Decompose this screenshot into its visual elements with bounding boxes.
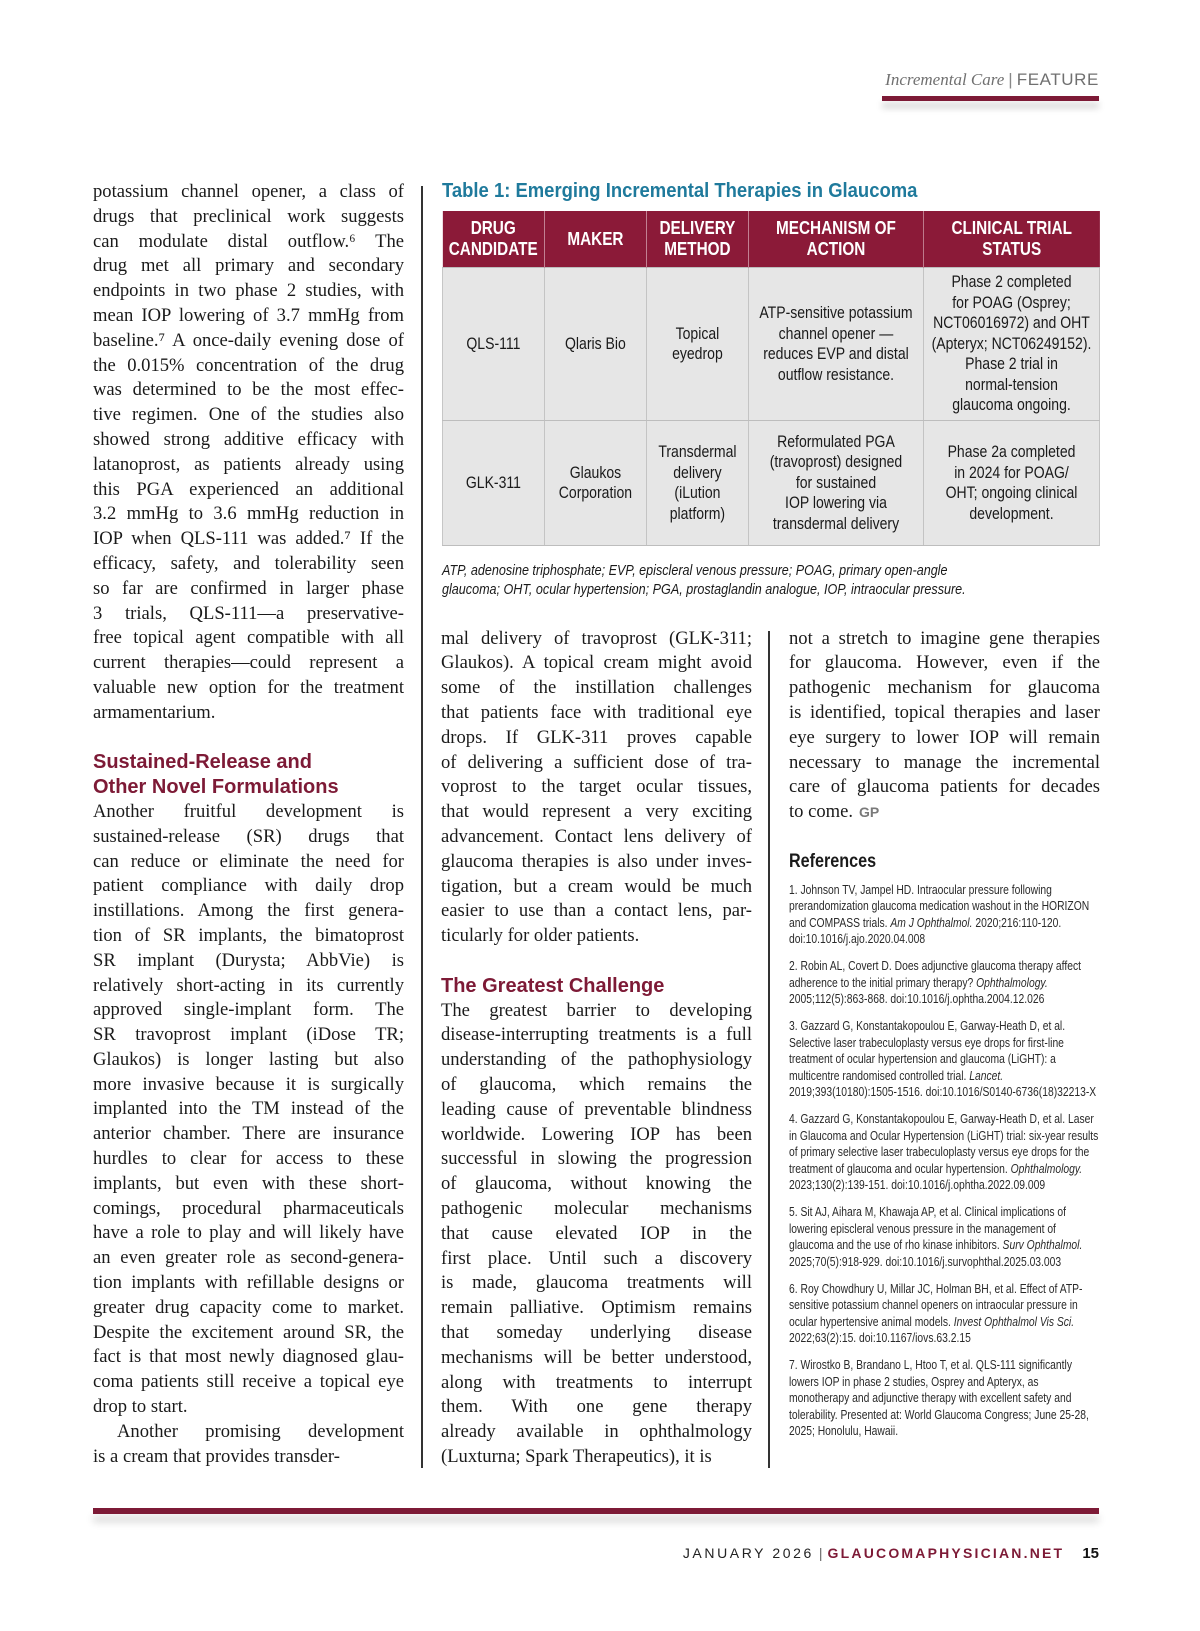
cell-line: normal-tension — [965, 375, 1058, 394]
gp-signoff: GP — [859, 804, 880, 821]
reference-item — [789, 1281, 1099, 1347]
body-text-line: worldwide. Lowering IOP has been — [441, 1123, 752, 1145]
caption-line: glaucoma; OHT, ocular hypertension; PGA, prostaglandin analogue, IOP, intraocular pressure. — [442, 582, 966, 598]
body-text-line: efficacy, safety, and tolerability seen — [93, 552, 404, 574]
reference-citation: 2025;70(5):918-929. doi:10.1016/j.survophthal.2025.03.003 — [789, 1254, 1062, 1269]
body-text-line: have a role to play and will likely have — [93, 1222, 404, 1244]
header-line: CLINICAL TRIAL — [951, 218, 1072, 238]
body-text-line: is a cream that provides transder- — [93, 1445, 340, 1467]
section-heading — [93, 750, 404, 800]
table-cell — [646, 421, 748, 546]
body-text-line: 3.2 mmHg to 3.6 mmHg reduction in — [93, 503, 404, 525]
reference-text: 5. Sit AJ, Aihara M, Khawaja AP, et al. Clinical implications of lowering episcleral venous pressure in the management of glaucoma and the use of rho kinase inhibitors. — [789, 1205, 1067, 1253]
reference-citation: 2005;112(5):863-868. doi:10.1016/j.ophtha.2004.12.026 — [789, 992, 1045, 1007]
table-title: Table 1: Emerging Incremental Therapies in Glaucoma — [442, 179, 918, 202]
article-column-2 — [441, 627, 752, 1470]
column-divider — [421, 186, 423, 1468]
cell-line: Phase 2a completed — [947, 443, 1076, 461]
column-header — [748, 211, 923, 268]
body-text-line: coma patients still receive a topical eye — [93, 1371, 404, 1393]
cell-line: glaucoma ongoing. — [952, 396, 1071, 415]
body-text-line: implants, but even with these short- — [93, 1172, 404, 1194]
body-text-line: some of the instillation challenges — [441, 677, 752, 699]
references-heading: References — [789, 850, 877, 872]
body-text-line: pathogenic mechanism for glaucoma — [789, 677, 1100, 699]
body-text-line: potassium channel opener, a class of — [93, 181, 404, 202]
body-text-line: The greatest barrier to developing — [441, 999, 752, 1021]
journal-name: Ophthalmology. — [976, 975, 1048, 990]
body-text-line: tive regimen. One of the studies also — [93, 404, 404, 426]
cell-line: for POAG (Osprey; — [952, 293, 1071, 312]
body-text-line: mal delivery of travoprost (GLK-311; — [441, 627, 752, 649]
cell-line: platform) — [669, 504, 726, 523]
body-text-line: 3 trials, QLS-111—a preservative- — [93, 602, 404, 624]
cell-line: (Apteryx; NCT06249152). — [931, 334, 1092, 353]
body-text-line: easier to use than a contact lens, par- — [441, 900, 752, 922]
header-line: ACTION — [806, 239, 866, 259]
cell-line: QLS-111 — [466, 334, 521, 353]
section-heading — [441, 974, 752, 999]
body-text-line: for glaucoma. However, even if the — [789, 652, 1100, 674]
reference-item — [789, 1018, 1099, 1101]
body-text-line: understanding of the pathophysiology — [441, 1049, 752, 1071]
reference-item — [789, 1111, 1099, 1194]
body-text-line: tion implants with refillable designs or — [93, 1272, 404, 1294]
reference-citation: 2023;130(2):139-151. doi:10.1016/j.ophtha.2022.09.009 — [789, 1178, 1046, 1193]
body-text-line: Glaukos). A topical cream might avoid — [441, 652, 752, 674]
paragraph — [93, 800, 404, 1420]
cell-line: Topical — [675, 324, 720, 343]
body-text-line: fact is that most newly diagnosed glau- — [93, 1346, 404, 1368]
header-rule — [882, 96, 1099, 101]
body-text-line: can reduce or eliminate the need for — [93, 850, 404, 872]
body-text-line: endpoints in two phase 2 studies, with — [93, 280, 404, 302]
body-text-line: anterior chamber. There are insurance — [93, 1123, 404, 1145]
body-text-line: that cause elevated IOP in the — [441, 1222, 752, 1244]
header-line: MAKER — [567, 228, 624, 249]
reference-text: 3. Gazzard G, Konstantakopoulou E, Garway-Heath D, et al. Selective laser trabeculoplasty versus eye drops for first-line treatment of ocular hypertension and glaucoma (LiGHT): a multicentre randomised controlled trial. — [789, 1019, 1066, 1083]
body-text-line: voprost to the target ocular tissues, — [441, 776, 752, 798]
table-cell — [924, 421, 1100, 546]
body-text-line: approved single-implant form. The — [93, 999, 404, 1021]
body-text-line: sustained-release (SR) drugs that — [93, 825, 404, 847]
paragraph — [441, 999, 752, 1470]
table-row — [442, 421, 1099, 546]
cell-line: GLK-311 — [465, 473, 521, 492]
page-footer — [683, 1545, 1099, 1562]
cell-line: outflow resistance. — [777, 365, 895, 384]
closing-text: to come. — [789, 801, 854, 823]
body-text-line: implanted into the TM instead of the — [93, 1098, 404, 1120]
table-cell — [544, 268, 646, 421]
cell-line: Reformulated PGA — [777, 432, 895, 451]
section-heading-line: The Greatest Challenge — [441, 974, 665, 997]
body-text-line: comings, procedural pharmaceuticals — [93, 1197, 404, 1219]
cell-line: development. — [969, 504, 1054, 523]
body-text-line: that patients face with traditional eye — [441, 701, 752, 723]
caption-line: ATP, adenosine triphosphate; EVP, episcleral venous pressure; POAG, primary open-angle — [442, 563, 948, 579]
reference-citation: 2019;393(10180):1505-1516. doi:10.1016/S0140-6736(18)32213-X — [789, 1085, 1097, 1100]
issue-date: JANUARY 2026 — [682, 1545, 814, 1561]
body-text-line: valuable new option for the treatment — [93, 676, 404, 698]
body-text-line: latanoprost, as patients already using — [93, 453, 404, 475]
body-text-line: Another fruitful development is — [93, 800, 404, 822]
footer-separator: | — [818, 1545, 823, 1561]
reference-text: 2. Robin AL, Covert D. Does adjunctive glaucoma therapy affect adherence to the initial primary therapy? — [789, 959, 1081, 990]
body-text-line: glaucoma therapies is also under inves- — [441, 850, 752, 872]
section-heading-line: Sustained-Release and — [93, 751, 312, 774]
reference-citation: 2020;216:110-120. doi:10.1016/j.ajo.2020.04.008 — [789, 915, 1062, 947]
table-caption — [442, 562, 1099, 600]
cell-line: reduces EVP and distal — [763, 345, 909, 363]
body-text-line: Another promising development — [117, 1420, 404, 1442]
header-line: STATUS — [982, 239, 1042, 259]
paragraph — [93, 180, 404, 726]
column-divider — [768, 631, 770, 1468]
column-header — [646, 211, 748, 268]
body-text-line: this PGA experienced an additional — [93, 478, 404, 500]
body-text-line: mechanisms will be better understood, — [441, 1346, 752, 1368]
reference-item — [789, 1357, 1099, 1440]
header-line: MECHANISM OF — [776, 218, 896, 238]
cell-line: Corporation — [558, 484, 633, 502]
body-text-line: showed strong additive efficacy with — [93, 428, 404, 450]
column-header — [442, 211, 544, 268]
body-text-line: greater drug capacity come to market. — [93, 1296, 404, 1318]
reference-citation: 2022;63(2):15. doi:10.1167/iovs.63.2.15 — [789, 1331, 971, 1346]
section-label: FEATURE — [1016, 70, 1099, 89]
header-line: DELIVERY — [659, 218, 736, 238]
running-head — [885, 70, 1099, 90]
cell-line: for sustained — [795, 473, 877, 492]
reference-text: 4. Gazzard G, Konstantakopoulou E, Garway-Heath D, et al. Laser in Glaucoma and Ocular Hypertension (LiGHT) trial: six-year results of primary selective laser trabeculoplasty versus eye drops for the treatment of glaucoma and ocular hypertension. — [789, 1112, 1099, 1176]
body-text-line: remain palliative. Optimism remains — [441, 1297, 752, 1319]
table-cell — [924, 268, 1100, 421]
column-header — [924, 211, 1100, 268]
cell-line: in 2024 for POAG/ — [954, 463, 1069, 482]
therapies-table — [442, 211, 1099, 546]
section-heading-line: Other Novel Formulations — [93, 776, 339, 799]
article-column-3 — [789, 627, 1100, 1451]
body-text-line: of glaucoma, without knowing the — [441, 1173, 752, 1195]
body-text-line: of delivering a sufficient dose of tra- — [441, 751, 752, 773]
body-text-line — [789, 800, 1100, 825]
body-text-line: first place. Until such a discovery — [441, 1247, 752, 1269]
body-text-line: relatively short-acting in its currently — [93, 974, 404, 996]
journal-name: Surv Ophthalmol. — [1002, 1238, 1083, 1253]
body-text-line: instillations. Among the first genera- — [93, 900, 404, 922]
table-header-row — [442, 211, 1099, 268]
body-text-line: is made, glaucoma treatments will — [441, 1272, 752, 1294]
paragraph — [789, 627, 1100, 801]
footer-rule — [93, 1508, 1099, 1514]
body-text-line: free topical agent compatible with all — [93, 627, 404, 649]
body-text-line: SR implant (Durysta; AbbVie) is — [93, 949, 404, 971]
body-text-line: hurdles to clear for access to these — [93, 1148, 404, 1170]
cell-line: OHT; ongoing clinical — [945, 484, 1078, 502]
references-list — [789, 882, 1099, 1440]
body-text-line: was determined to be the most effec- — [93, 379, 404, 401]
body-text-line: baseline.⁷ A once-daily evening dose of — [93, 329, 404, 351]
body-text-line: along with treatments to interrupt — [441, 1371, 752, 1393]
cell-line: NCT06016972) and OHT — [933, 314, 1090, 333]
body-text-line: them. With one gene therapy — [441, 1396, 752, 1418]
paragraph — [441, 627, 752, 949]
cell-line: Transdermal — [658, 443, 737, 461]
table-cell — [748, 268, 923, 421]
journal-name: Lancet. — [969, 1068, 1004, 1083]
body-text-line: eye surgery to lower IOP will remain — [789, 726, 1100, 748]
header-line: DRUG — [470, 218, 516, 238]
reference-item — [789, 958, 1099, 1008]
body-text-line: the 0.015% concentration of the drug — [93, 354, 404, 376]
cell-line: channel opener — — [778, 324, 894, 343]
cell-line: (travoprost) designed — [769, 453, 903, 472]
body-text-line: that someday underlying disease — [441, 1321, 752, 1343]
reference-item — [789, 882, 1099, 948]
cell-line: IOP lowering via — [785, 494, 887, 513]
body-text-line: leading cause of preventable blindness — [441, 1098, 752, 1120]
website-link[interactable]: GLAUCOMAPHYSICIAN.NET — [827, 1545, 1065, 1561]
cell-line: transdermal delivery — [772, 514, 900, 533]
body-text-line: is identified, topical therapies and laser — [789, 701, 1100, 723]
body-text-line: SR travoprost implant (iDose TR; — [93, 1024, 404, 1046]
body-text-line: ticularly for older patients. — [441, 925, 640, 947]
body-text-line: Glaukos) is longer lasting but also — [93, 1048, 404, 1070]
table-cell — [748, 421, 923, 546]
table-cell — [442, 268, 544, 421]
table-row — [442, 268, 1099, 421]
table-cell — [646, 268, 748, 421]
body-text-line: necessary to manage the incremental — [789, 751, 1100, 773]
cell-line: Phase 2 completed — [951, 273, 1072, 292]
body-text-line: IOP when QLS-111 was added.⁷ If the — [93, 528, 404, 550]
reference-text: 1. Johnson TV, Jampel HD. Intraocular pressure following prerandomization glaucoma medication washout in the HORIZON and COMPASS trials. — [789, 882, 1090, 930]
cell-line: Qlaris Bio — [565, 334, 626, 353]
body-text-line: armamentarium. — [93, 701, 216, 723]
body-text-line: an even greater role as second-genera- — [93, 1247, 404, 1269]
body-text-line: drop to start. — [93, 1396, 188, 1418]
header-line: METHOD — [664, 239, 731, 259]
reference-text: 7. Wirostko B, Brandano L, Htoo T, et al. QLS-111 significantly lowers IOP in phase 2 studies, Osprey and Apteryx, as monotherapy and adjunctive therapy with excellent safety and tolerability. Presented at: World Glaucoma Congress; June 25-28, 2025; Honolulu, Hawaii. — [789, 1358, 1089, 1439]
journal-name: Am J Ophthalmol. — [890, 915, 973, 930]
cell-line: ATP-sensitive potassium — [759, 304, 913, 322]
journal-name: Invest Ophthalmol Vis Sci. — [953, 1314, 1075, 1329]
section-name: Incremental Care — [885, 70, 1005, 89]
body-text-line: (Luxturna; Spark Therapeutics), it is — [441, 1445, 712, 1467]
header-separator: | — [1008, 70, 1013, 89]
body-text-line: tigation, but a cream would be much — [441, 875, 752, 897]
cell-line: delivery — [673, 463, 722, 482]
body-text-line: that would represent a very exciting — [441, 801, 752, 823]
body-text-line: so far are confirmed in larger phase — [93, 577, 404, 599]
body-text-line: advancement. Contact lens delivery of — [441, 825, 752, 847]
body-text-line: can modulate distal outflow.⁶ The — [93, 230, 404, 252]
cell-line: eyedrop — [672, 345, 723, 363]
cell-line: Glaukos — [569, 463, 622, 482]
body-text-line: Despite the excitement around SR, the — [93, 1321, 404, 1343]
body-text-line: of glaucoma, which remains the — [441, 1073, 752, 1095]
body-text-line: care of glaucoma patients for decades — [789, 776, 1100, 798]
header-line: CANDIDATE — [448, 239, 538, 259]
journal-name: Ophthalmology. — [1010, 1161, 1083, 1176]
body-text-line: mean IOP lowering of 3.7 mmHg from — [93, 304, 404, 326]
body-text-line: current therapies—could represent a — [93, 652, 404, 674]
body-text-line: pathogenic molecular mechanisms — [441, 1197, 752, 1219]
body-text-line: already available in ophthalmology — [441, 1421, 752, 1443]
paragraph — [93, 1420, 404, 1470]
body-text-line: drug met all primary and secondary — [93, 255, 404, 277]
cell-line: Phase 2 trial in — [965, 355, 1058, 374]
article-column-1 — [93, 180, 404, 1469]
body-text-line: more invasive because it is surgically — [93, 1073, 404, 1095]
body-text-line: successful in slowing the progression — [441, 1148, 752, 1170]
table-cell — [544, 421, 646, 546]
body-text-line: tion of SR implants, the bimatoprost — [93, 924, 404, 946]
body-text-line: drops. If GLK-311 proves capable — [441, 726, 752, 748]
page-number: 15 — [1082, 1545, 1099, 1562]
body-text-line: drugs that preclinical work suggests — [93, 205, 404, 227]
column-header — [544, 211, 646, 268]
reference-item — [789, 1204, 1099, 1270]
table-cell — [442, 421, 544, 546]
cell-line: (iLution — [674, 484, 721, 502]
body-text-line: not a stretch to imagine gene therapies — [789, 627, 1100, 649]
reference-text: 6. Roy Chowdhury U, Millar JC, Holman BH, et al. Effect of ATP-sensitive potassium channel openers on intraocular pressure in ocular hypertensive animal models. — [789, 1281, 1083, 1329]
body-text-line: patient compliance with daily drop — [93, 875, 404, 897]
body-text-line: disease-interrupting treatments is a full — [441, 1024, 752, 1046]
